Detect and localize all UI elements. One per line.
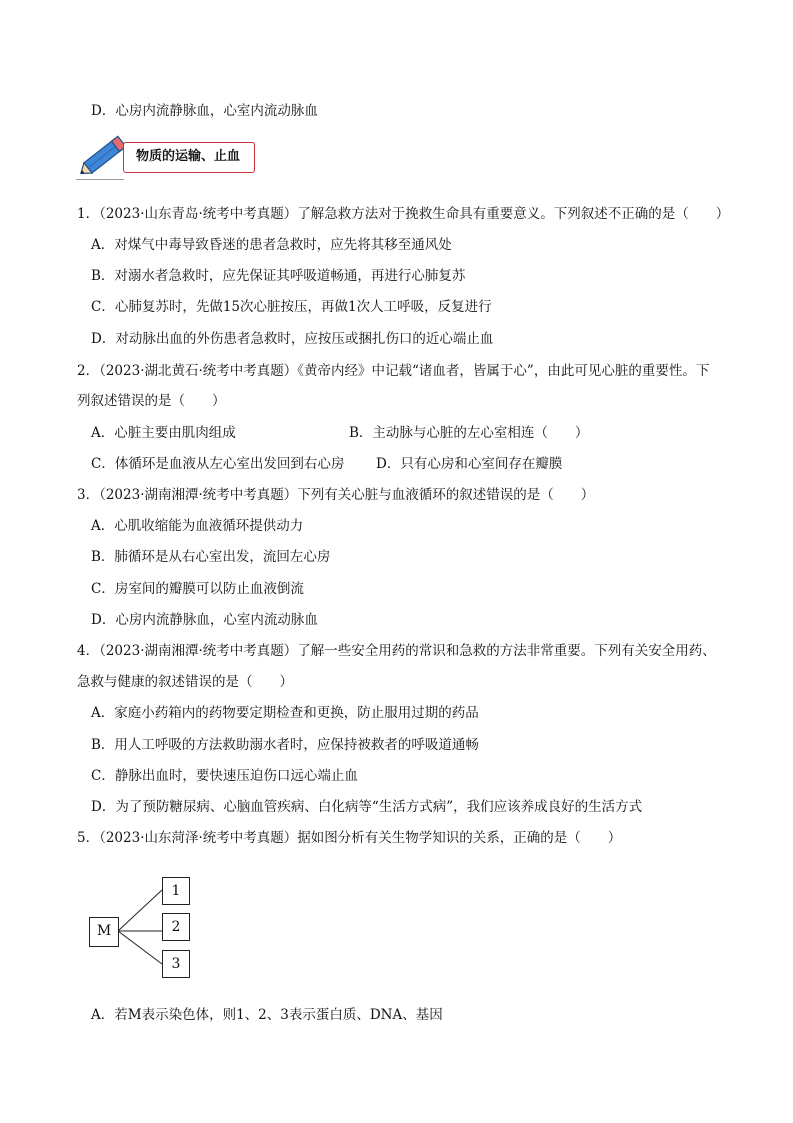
option-row	[91, 455, 563, 473]
option-d: D．对动脉出血的外伤患者急救时，应按压或捆扎伤口的近心端止血	[91, 331, 494, 347]
option-c: C．心肺复苏时，先做15次心脏按压，再做1次人工呼吸，反复进行	[91, 299, 492, 315]
option-a: A．家庭小药箱内的药物要定期检查和更换，防止服用过期的药品	[91, 705, 479, 721]
question-stem-continued: 列叙述错误的是（ ）	[77, 393, 226, 409]
question-stem: 2．（2023·湖北黄石·统考中考真题）《黄帝内经》中记载“诸血者，皆属于心”，由此可见心脏的重要性。下	[77, 363, 710, 379]
option-c: C．房室间的瓣膜可以防止血液倒流	[91, 581, 304, 597]
option-b: B．肺循环是从右心室出发，流回左心房	[91, 549, 331, 565]
section-banner	[74, 125, 274, 187]
option-d: D．只有心房和心室间存在瓣膜	[376, 456, 563, 472]
option-b: B．用人工呼吸的方法救助溺水者时，应保持被救者的呼吸道通畅	[91, 737, 479, 753]
option-d: D．心房内流静脉血，心室内流动脉血	[91, 612, 318, 628]
tree-diagram	[88, 876, 198, 980]
option-b: B．对溺水者急救时，应先保证其呼吸道畅通，再进行心肺复苏	[91, 268, 466, 284]
option-d: D．为了预防糖尿病、心脑血管疾病、白化病等“生活方式病”，我们应该养成良好的生活方式	[91, 799, 643, 815]
option-c: C．静脉出血时，要快速压迫伤口远心端止血	[91, 768, 358, 784]
diagram-node-3: 3	[162, 950, 190, 978]
question-stem-continued: 急救与健康的叙述错误的是（ ）	[77, 674, 293, 690]
question-stem: 4．（2023·湖南湘潭·统考中考真题）了解一些安全用药的常识和急救的方法非常重要。下列有关安全用药、	[77, 643, 716, 659]
option-b: B．主动脉与心脏的左心室相连（ ）	[349, 425, 589, 441]
question-stem: 3．（2023·湖南湘潭·统考中考真题）下列有关心脏与血液循环的叙述错误的是（ ）	[77, 487, 595, 503]
connector-1	[118, 890, 162, 931]
option-a: A．心脏主要由肌肉组成	[91, 425, 236, 441]
diagram-node-root: M	[89, 917, 119, 947]
banner-underline	[76, 179, 124, 180]
option-c: C．体循环是血液从左心室出发回到右心房	[91, 456, 345, 472]
question-stem: 5．（2023·山东菏泽·统考中考真题）据如图分析有关生物学知识的关系，正确的是（ ）	[77, 830, 622, 846]
section-title: 物质的运输、止血	[136, 149, 241, 164]
connector-3	[118, 931, 162, 964]
option-a: A．心肌收缩能为血液循环提供动力	[91, 518, 304, 534]
option-a: A．对煤气中毒导致昏迷的患者急救时，应先将其移至通风处	[91, 237, 452, 253]
diagram-node-2: 2	[162, 913, 190, 941]
diagram-node-1: 1	[162, 877, 190, 905]
option-text: D．心房内流静脉血，心室内流动脉血	[91, 103, 318, 119]
option-a: A．若M表示染色体，则1、2、3表示蛋白质、DNA、基因	[91, 1007, 443, 1023]
option-row	[91, 424, 589, 442]
question-stem: 1．（2023·山东青岛·统考中考真题）了解急救方法对于挽救生命具有重要意义。下列叙述不正确的是（ ）	[77, 206, 730, 222]
